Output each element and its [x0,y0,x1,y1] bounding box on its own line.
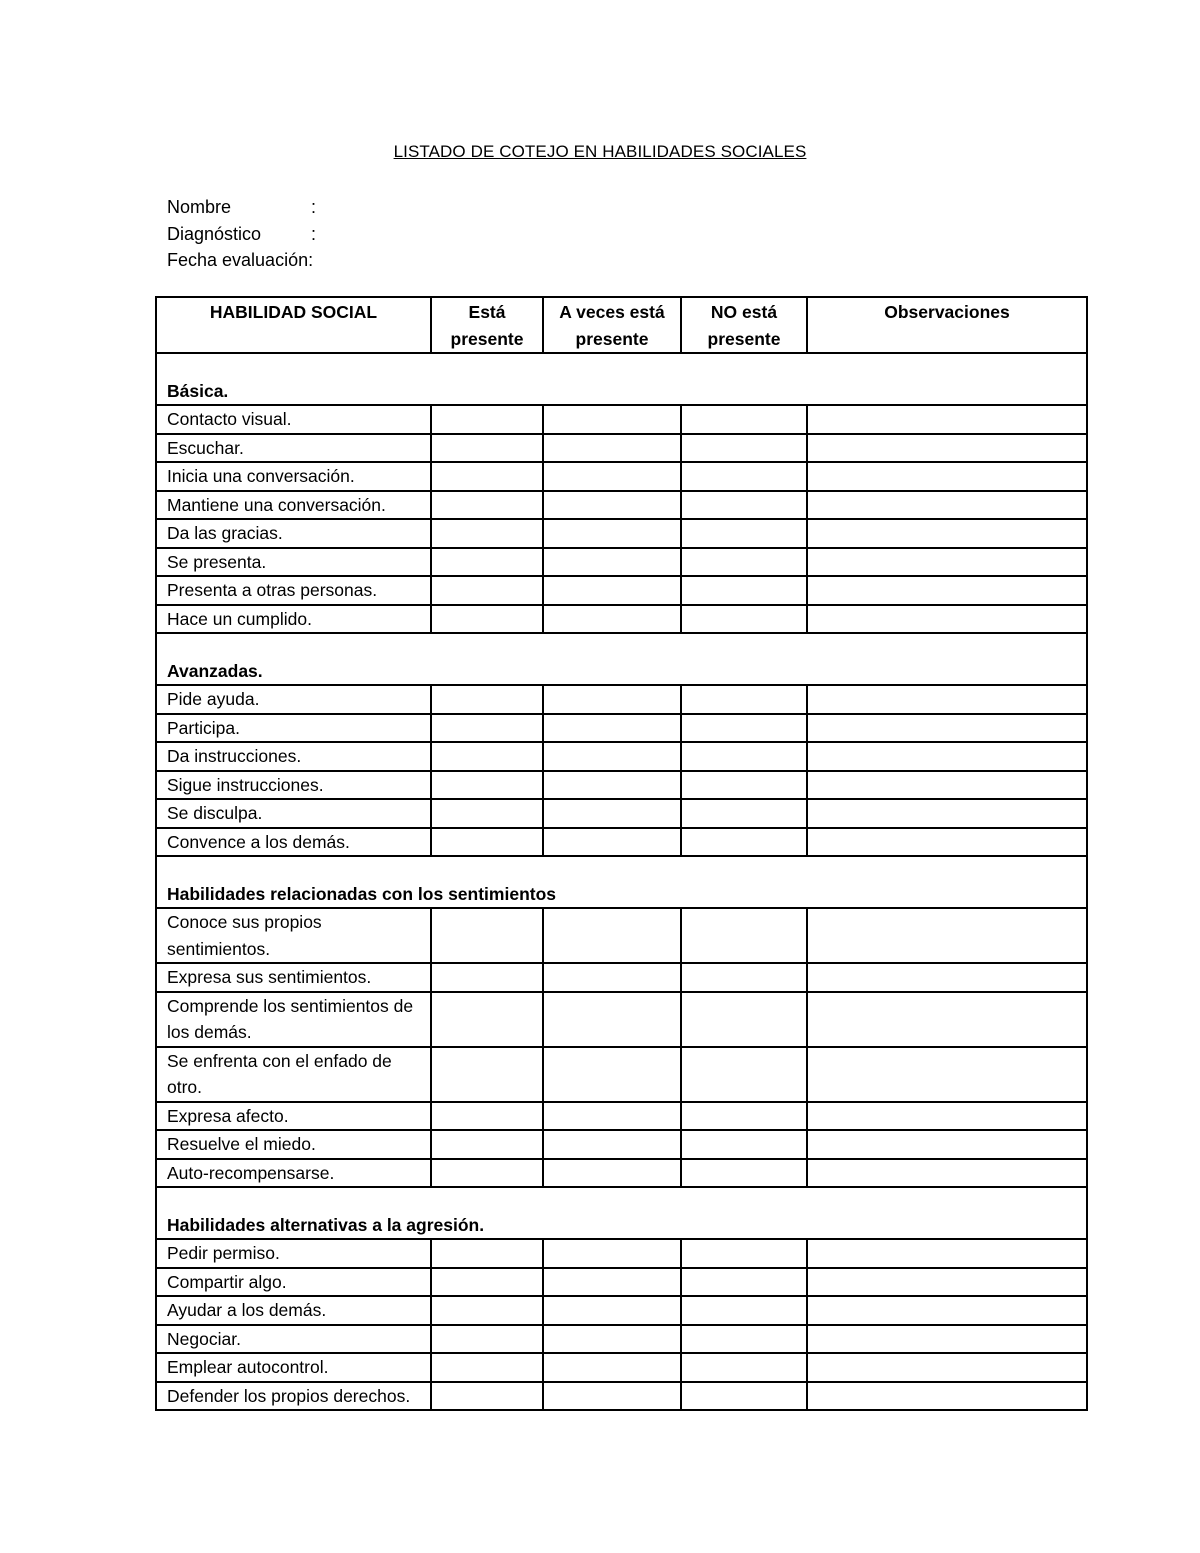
skill-name: Emplear autocontrol. [156,1353,431,1382]
present-cell[interactable] [431,742,543,771]
not-present-cell[interactable] [681,828,807,857]
not-present-cell[interactable] [681,491,807,520]
name-field [167,194,317,221]
diagnosis-label: Diagnóstico [167,223,262,244]
not-present-cell[interactable] [681,605,807,634]
table-row [156,742,1087,771]
table-header-row [156,297,1087,353]
table-row [156,605,1087,634]
sometimes-present-cell[interactable] [543,576,681,605]
skill-name: Hace un cumplido. [156,605,431,634]
present-cell[interactable] [431,992,543,1047]
present-cell[interactable] [431,771,543,800]
table-row [156,799,1087,828]
present-cell[interactable] [431,1159,543,1188]
skill-name: Se disculpa. [156,799,431,828]
observations-cell[interactable] [807,1159,1087,1188]
table-row [156,576,1087,605]
table-row [156,491,1087,520]
skill-name: Pide ayuda. [156,685,431,714]
skill-name: Se enfrenta con el enfado de otro. [156,1047,431,1102]
not-present-cell[interactable] [681,548,807,577]
observations-cell[interactable] [807,963,1087,992]
sometimes-present-cell[interactable] [543,908,681,963]
observations-cell[interactable] [807,1268,1087,1297]
name-colon: : [311,197,317,217]
sometimes-present-cell[interactable] [543,1047,681,1102]
skill-name: Contacto visual. [156,405,431,434]
not-present-cell[interactable] [681,685,807,714]
not-present-cell[interactable] [681,1296,807,1325]
table-row [156,405,1087,434]
section-title: Básica. [156,353,1087,405]
skill-name: Mantiene una conversación. [156,491,431,520]
sometimes-present-cell[interactable] [543,605,681,634]
observations-cell[interactable] [807,742,1087,771]
table-row [156,519,1087,548]
sometimes-present-cell[interactable] [543,714,681,743]
section-header-row [156,856,1087,908]
name-label: Nombre [167,197,232,217]
not-present-cell[interactable] [681,742,807,771]
sometimes-present-cell[interactable] [543,685,681,714]
sometimes-present-cell[interactable] [543,1296,681,1325]
not-present-cell[interactable] [681,1268,807,1297]
present-cell[interactable] [431,799,543,828]
section-header-row [156,353,1087,405]
skill-name: Se presenta. [156,548,431,577]
present-cell[interactable] [431,548,543,577]
observations-cell[interactable] [807,548,1087,577]
not-present-cell[interactable] [681,992,807,1047]
not-present-cell[interactable] [681,462,807,491]
observations-cell[interactable] [807,908,1087,963]
not-present-cell[interactable] [681,1159,807,1188]
sometimes-present-cell[interactable] [543,828,681,857]
diagnosis-field [167,221,317,248]
present-cell[interactable] [431,462,543,491]
section-title: Avanzadas. [156,633,1087,685]
not-present-cell[interactable] [681,434,807,463]
present-cell[interactable] [431,1102,543,1131]
section-title: Habilidades alternativas a la agresión. [156,1187,1087,1239]
present-cell[interactable] [431,685,543,714]
present-cell[interactable] [431,1047,543,1102]
not-present-cell[interactable] [681,1325,807,1354]
skill-name: Participa. [156,714,431,743]
not-present-cell[interactable] [681,576,807,605]
table-row [156,963,1087,992]
skill-name: Sigue instrucciones. [156,771,431,800]
present-cell[interactable] [431,1296,543,1325]
header-observations: Observaciones [807,297,1087,353]
skills-checklist-table [155,296,1088,1411]
table-row [156,1239,1087,1268]
table-row [156,714,1087,743]
observations-cell[interactable] [807,1239,1087,1268]
table-row [156,462,1087,491]
observations-cell[interactable] [807,605,1087,634]
present-cell[interactable] [431,1325,543,1354]
observations-cell[interactable] [807,519,1087,548]
skill-name: Inicia una conversación. [156,462,431,491]
table-row [156,1382,1087,1411]
sometimes-present-cell[interactable] [543,1102,681,1131]
skill-name: Conoce sus propios sentimientos. [156,908,431,963]
present-cell[interactable] [431,1239,543,1268]
sometimes-present-cell[interactable] [543,491,681,520]
table-body [156,353,1087,1410]
table-row [156,1047,1087,1102]
not-present-cell[interactable] [681,1382,807,1411]
table-row [156,1130,1087,1159]
sometimes-present-cell[interactable] [543,1382,681,1411]
present-cell[interactable] [431,714,543,743]
present-cell[interactable] [431,828,543,857]
not-present-cell[interactable] [681,519,807,548]
header-sometimes-present: A veces está presente [543,297,681,353]
table-row [156,1102,1087,1131]
observations-cell[interactable] [807,1382,1087,1411]
present-cell[interactable] [431,405,543,434]
document-title: LISTADO DE COTEJO EN HABILIDADES SOCIALES [393,142,807,161]
skill-name: Presenta a otras personas. [156,576,431,605]
sometimes-present-cell[interactable] [543,1130,681,1159]
section-title: Habilidades relacionadas con los sentimientos [156,856,1087,908]
not-present-cell[interactable] [681,771,807,800]
not-present-cell[interactable] [681,1239,807,1268]
present-cell[interactable] [431,434,543,463]
present-cell[interactable] [431,1130,543,1159]
table-row [156,828,1087,857]
skill-name: Auto-recompensarse. [156,1159,431,1188]
observations-cell[interactable] [807,1130,1087,1159]
present-cell[interactable] [431,908,543,963]
observations-cell[interactable] [807,685,1087,714]
observations-cell[interactable] [807,1102,1087,1131]
sometimes-present-cell[interactable] [543,742,681,771]
skill-name: Ayudar a los demás. [156,1296,431,1325]
table-row [156,1296,1087,1325]
sometimes-present-cell[interactable] [543,1268,681,1297]
sometimes-present-cell[interactable] [543,1239,681,1268]
skill-name: Escuchar. [156,434,431,463]
observations-cell[interactable] [807,405,1087,434]
not-present-cell[interactable] [681,963,807,992]
observations-cell[interactable] [807,992,1087,1047]
sometimes-present-cell[interactable] [543,799,681,828]
observations-cell[interactable] [807,491,1087,520]
observations-cell[interactable] [807,799,1087,828]
observations-cell[interactable] [807,1325,1087,1354]
skill-name: Defender los propios derechos. [156,1382,431,1411]
sometimes-present-cell[interactable] [543,434,681,463]
sometimes-present-cell[interactable] [543,548,681,577]
not-present-cell[interactable] [681,1047,807,1102]
skill-name: Compartir algo. [156,1268,431,1297]
sometimes-present-cell[interactable] [543,1159,681,1188]
skill-name: Da instrucciones. [156,742,431,771]
evaluation-date-field [167,247,313,274]
observations-cell[interactable] [807,434,1087,463]
skill-name: Comprende los sentimientos de los demás. [156,992,431,1047]
present-cell[interactable] [431,1382,543,1411]
table-row [156,1325,1087,1354]
section-header-row [156,633,1087,685]
patient-info [167,194,317,274]
skill-name: Expresa afecto. [156,1102,431,1131]
skill-name: Expresa sus sentimientos. [156,963,431,992]
observations-cell[interactable] [807,714,1087,743]
not-present-cell[interactable] [681,714,807,743]
skill-name: Convence a los demás. [156,828,431,857]
sometimes-present-cell[interactable] [543,771,681,800]
sometimes-present-cell[interactable] [543,992,681,1047]
diagnosis-colon: : [311,223,317,244]
sometimes-present-cell[interactable] [543,963,681,992]
observations-cell[interactable] [807,771,1087,800]
observations-cell[interactable] [807,576,1087,605]
sometimes-present-cell[interactable] [543,462,681,491]
not-present-cell[interactable] [681,1102,807,1131]
sometimes-present-cell[interactable] [543,1353,681,1382]
table-row [156,1268,1087,1297]
present-cell[interactable] [431,1268,543,1297]
table-row [156,771,1087,800]
observations-cell[interactable] [807,1047,1087,1102]
sometimes-present-cell[interactable] [543,405,681,434]
table-row [156,548,1087,577]
not-present-cell[interactable] [681,799,807,828]
table-row [156,992,1087,1047]
table-row [156,1353,1087,1382]
header-not-present: NO está presente [681,297,807,353]
table-row [156,685,1087,714]
evaluation-date-label: Fecha evaluación: [167,250,314,270]
observations-cell[interactable] [807,828,1087,857]
table-row [156,1159,1087,1188]
observations-cell[interactable] [807,462,1087,491]
observations-cell[interactable] [807,1296,1087,1325]
present-cell[interactable] [431,605,543,634]
skill-name: Da las gracias. [156,519,431,548]
table-row [156,908,1087,963]
skill-name: Negociar. [156,1325,431,1354]
observations-cell[interactable] [807,1353,1087,1382]
not-present-cell[interactable] [681,1130,807,1159]
present-cell[interactable] [431,491,543,520]
header-present: Está presente [431,297,543,353]
present-cell[interactable] [431,1353,543,1382]
header-social-skill: HABILIDAD SOCIAL [156,297,431,353]
present-cell[interactable] [431,519,543,548]
table-row [156,434,1087,463]
not-present-cell[interactable] [681,1353,807,1382]
not-present-cell[interactable] [681,908,807,963]
skill-name: Resuelve el miedo. [156,1130,431,1159]
sometimes-present-cell[interactable] [543,1325,681,1354]
section-header-row [156,1187,1087,1239]
not-present-cell[interactable] [681,405,807,434]
sometimes-present-cell[interactable] [543,519,681,548]
present-cell[interactable] [431,963,543,992]
present-cell[interactable] [431,576,543,605]
skill-name: Pedir permiso. [156,1239,431,1268]
